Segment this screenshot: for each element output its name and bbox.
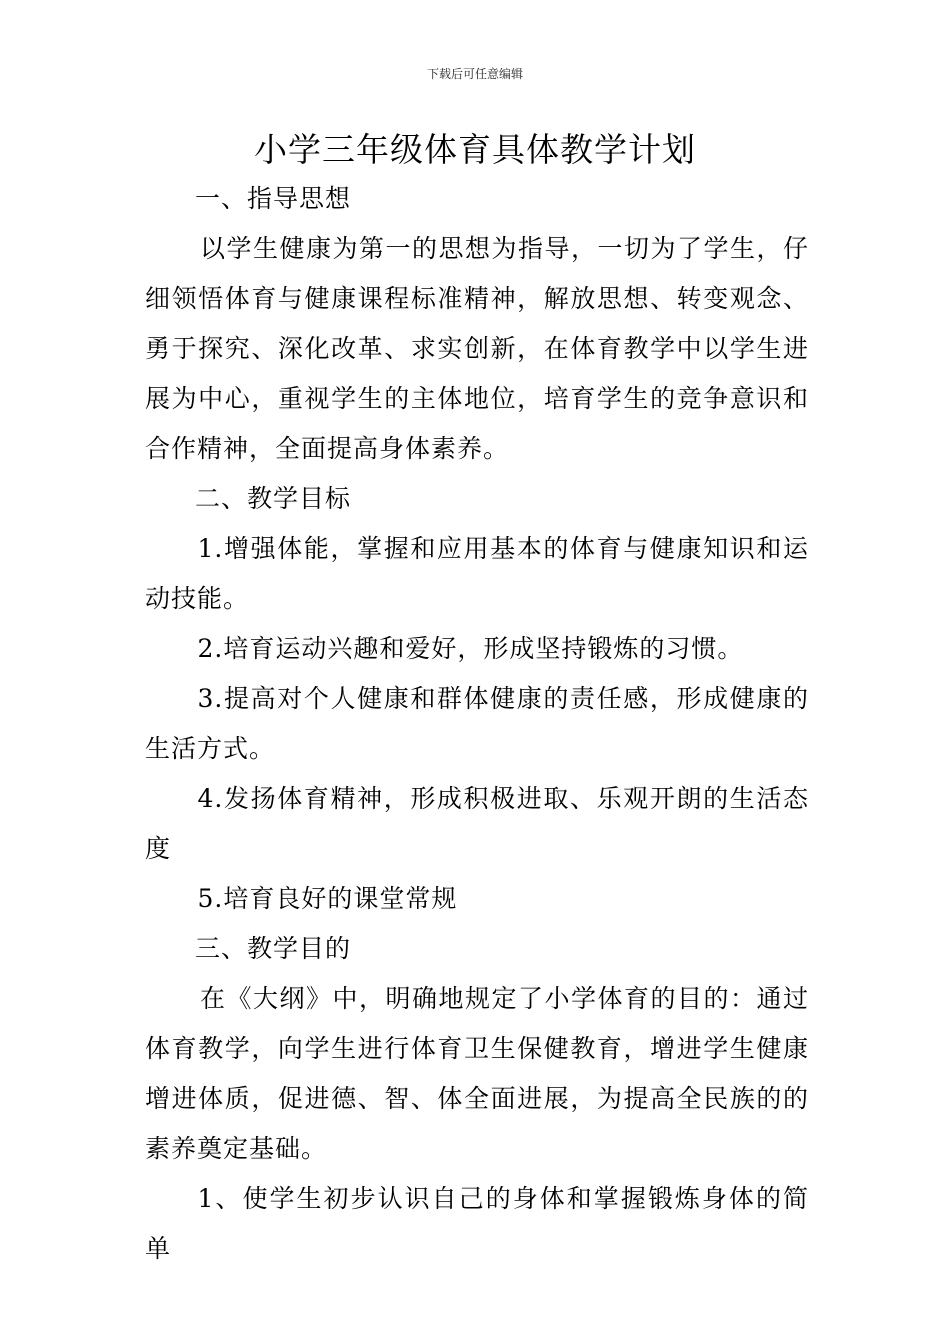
section-heading: 三、教学目的 [195, 934, 352, 963]
list-item: 5.培育良好的课堂常规 [197, 884, 458, 913]
list-item: 1、使学生初步认识自己的身体和掌握锻炼身体的简单 [145, 1184, 809, 1263]
body-paragraph: 以学生健康为第一的思想为指导，一切为了学生，仔细领悟体育与健康课程标准精神，解放思想、转变观念、勇于探究、深化改革、求实创新，在体育教学中以学生进展为中心，重视学生的主体地位，培育学生的竞争意识和合作精神，全面提高身体素养。 [145, 234, 809, 463]
body-paragraph: 在《大纲》中，明确地规定了小学体育的目的：通过体育教学，向学生进行体育卫生保健教育，增进学生健康增进体质，促进德、智、体全面进展，为提高全民族的的素养奠定基础。 [145, 984, 809, 1163]
section-heading: 一、指导思想 [195, 184, 352, 213]
document-body [145, 174, 809, 1274]
list-item: 3.提高对个人健康和群体健康的责任感，形成健康的生活方式。 [145, 684, 809, 763]
header-note: 下载后可任意编辑 [426, 67, 523, 81]
document-title: 小学三年级体育具体教学计划 [254, 130, 696, 169]
list-item: 1.增强体能，掌握和应用基本的体育与健康知识和运动技能。 [145, 534, 809, 613]
list-item: 4.发扬体育精神，形成积极进取、乐观开朗的生活态度 [145, 784, 809, 863]
list-item: 2.培育运动兴趣和爱好，形成坚持锻炼的习惯。 [197, 634, 744, 663]
section-heading: 二、教学目标 [195, 484, 352, 513]
